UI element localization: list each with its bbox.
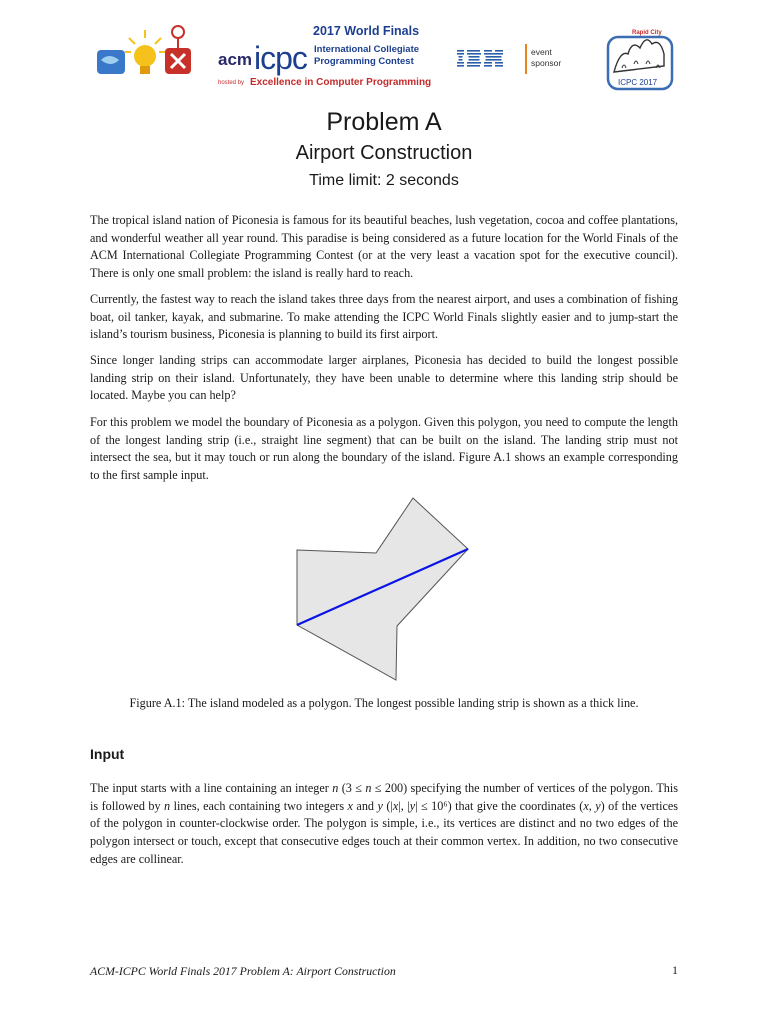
math-abs: (| <box>382 798 393 813</box>
input-text: lines, each containing two integers <box>170 798 348 813</box>
statement-paragraph-4: For this problem we model the boundary of Piconesia as a polygon. Given this polygon, you need to compute the length of the longest landing strip (i.e., straight line segment) that can be built on the island. The landing strip must not intersect the sea, but it may touch or run along the boundary of the island. Figure A.1 shows an example corresponding to the first sample input. <box>90 415 678 483</box>
input-paragraph <box>90 780 678 869</box>
statement-paragraph-2: Currently, the fastest way to reach the island takes three days from the nearest airport, and uses a combination of fishing boat, oil tanker, kayak, and submarine. To make attending the ICPC World Finals slightly easier and to jump-start the island’s tourism business, Piconesia is planning to build its first airport. <box>90 292 678 342</box>
math-x: x <box>392 798 399 813</box>
island-polygon-figure <box>280 490 485 690</box>
problem-subtitle: Airport Construction <box>295 142 473 164</box>
input-text: ≤ 200) specifying the number of vertices of the polygon. This is followed by <box>90 781 678 813</box>
statement-paragraph-1: The tropical island nation of Piconesia is famous for its beautiful beaches, lush vegetation, cocoa and coffee plantations, and wonderful weather all year round. This paradise is being considered as a future location for the World Finals of the ACM International Collegiate Programming Contest (or at the very least a vacation spot for the executive council). There is only one small problem: the island is really hard to reach. <box>90 213 678 281</box>
figure-caption: Figure A.1: The island modeled as a polygon. The longest possible landing strip is shown as a thick line. <box>129 696 639 710</box>
island-polygon <box>297 498 468 680</box>
page-number: 1 <box>672 963 678 977</box>
math-y: y <box>409 798 416 813</box>
sponsor-label <box>531 47 561 69</box>
input-text: The input starts with a line containing an integer <box>90 781 333 795</box>
seal-top-text: Rapid City <box>632 30 662 36</box>
page-footer-title: ACM-ICPC World Finals 2017 Problem A: Airport Construction <box>90 964 396 978</box>
contest-name-line1: International Collegiate <box>314 44 420 55</box>
rapid-city-seal <box>604 28 676 92</box>
math-n: n <box>365 781 372 795</box>
math-bound: | ≤ 10⁶) that give the coordinates ( <box>415 798 584 813</box>
time-limit: Time limit: 2 seconds <box>309 172 459 189</box>
input-text: and <box>352 798 378 813</box>
contest-name-line2: Programming Contest <box>314 56 414 67</box>
math-y: y <box>377 798 383 813</box>
math-y: y <box>595 798 601 813</box>
icpc-banner <box>218 24 443 94</box>
acm-mascot-logo <box>95 20 195 82</box>
math-x: x <box>583 798 589 813</box>
hosted-by-label: hosted by <box>218 80 245 86</box>
math-abs: |, | <box>398 798 410 813</box>
input-heading: Input <box>90 746 125 762</box>
math-n: n <box>332 781 339 795</box>
world-finals-label: 2017 World Finals <box>313 24 420 38</box>
math-n: n <box>164 798 171 813</box>
icpc-wordmark: icpc <box>254 40 307 76</box>
acm-wordmark: acm <box>218 50 253 69</box>
host-name: Excellence in Computer Programming <box>250 77 432 88</box>
sponsor-divider <box>525 44 527 74</box>
math-range-open: (3 ≤ <box>338 781 366 795</box>
math-x: x <box>347 798 353 813</box>
seal-bottom-text: ICPC 2017 <box>618 78 658 87</box>
math-comma: , <box>588 798 596 813</box>
sponsor-line-2: sponsor <box>531 58 562 68</box>
problem-title: Problem A <box>326 108 442 136</box>
ibm-logo <box>457 48 505 68</box>
statement-paragraph-3: Since longer landing strips can accommodate larger airplanes, Piconesia has decided to build the longest possible landing strip on their island. Unfortunately, they have been unable to determine where this landing strip should be located. Maybe you can help? <box>90 353 678 403</box>
sponsor-line-1: event <box>531 47 552 57</box>
input-text: ) of the vertices of the polygon in counter-clockwise order. The polygon is simple, i.e., its vertices are distinct and no two edges of the polygon intersect or touch, except that consecutive edges touch at their common vertex. In addition, no two consecutive edges are collinear. <box>90 798 679 866</box>
